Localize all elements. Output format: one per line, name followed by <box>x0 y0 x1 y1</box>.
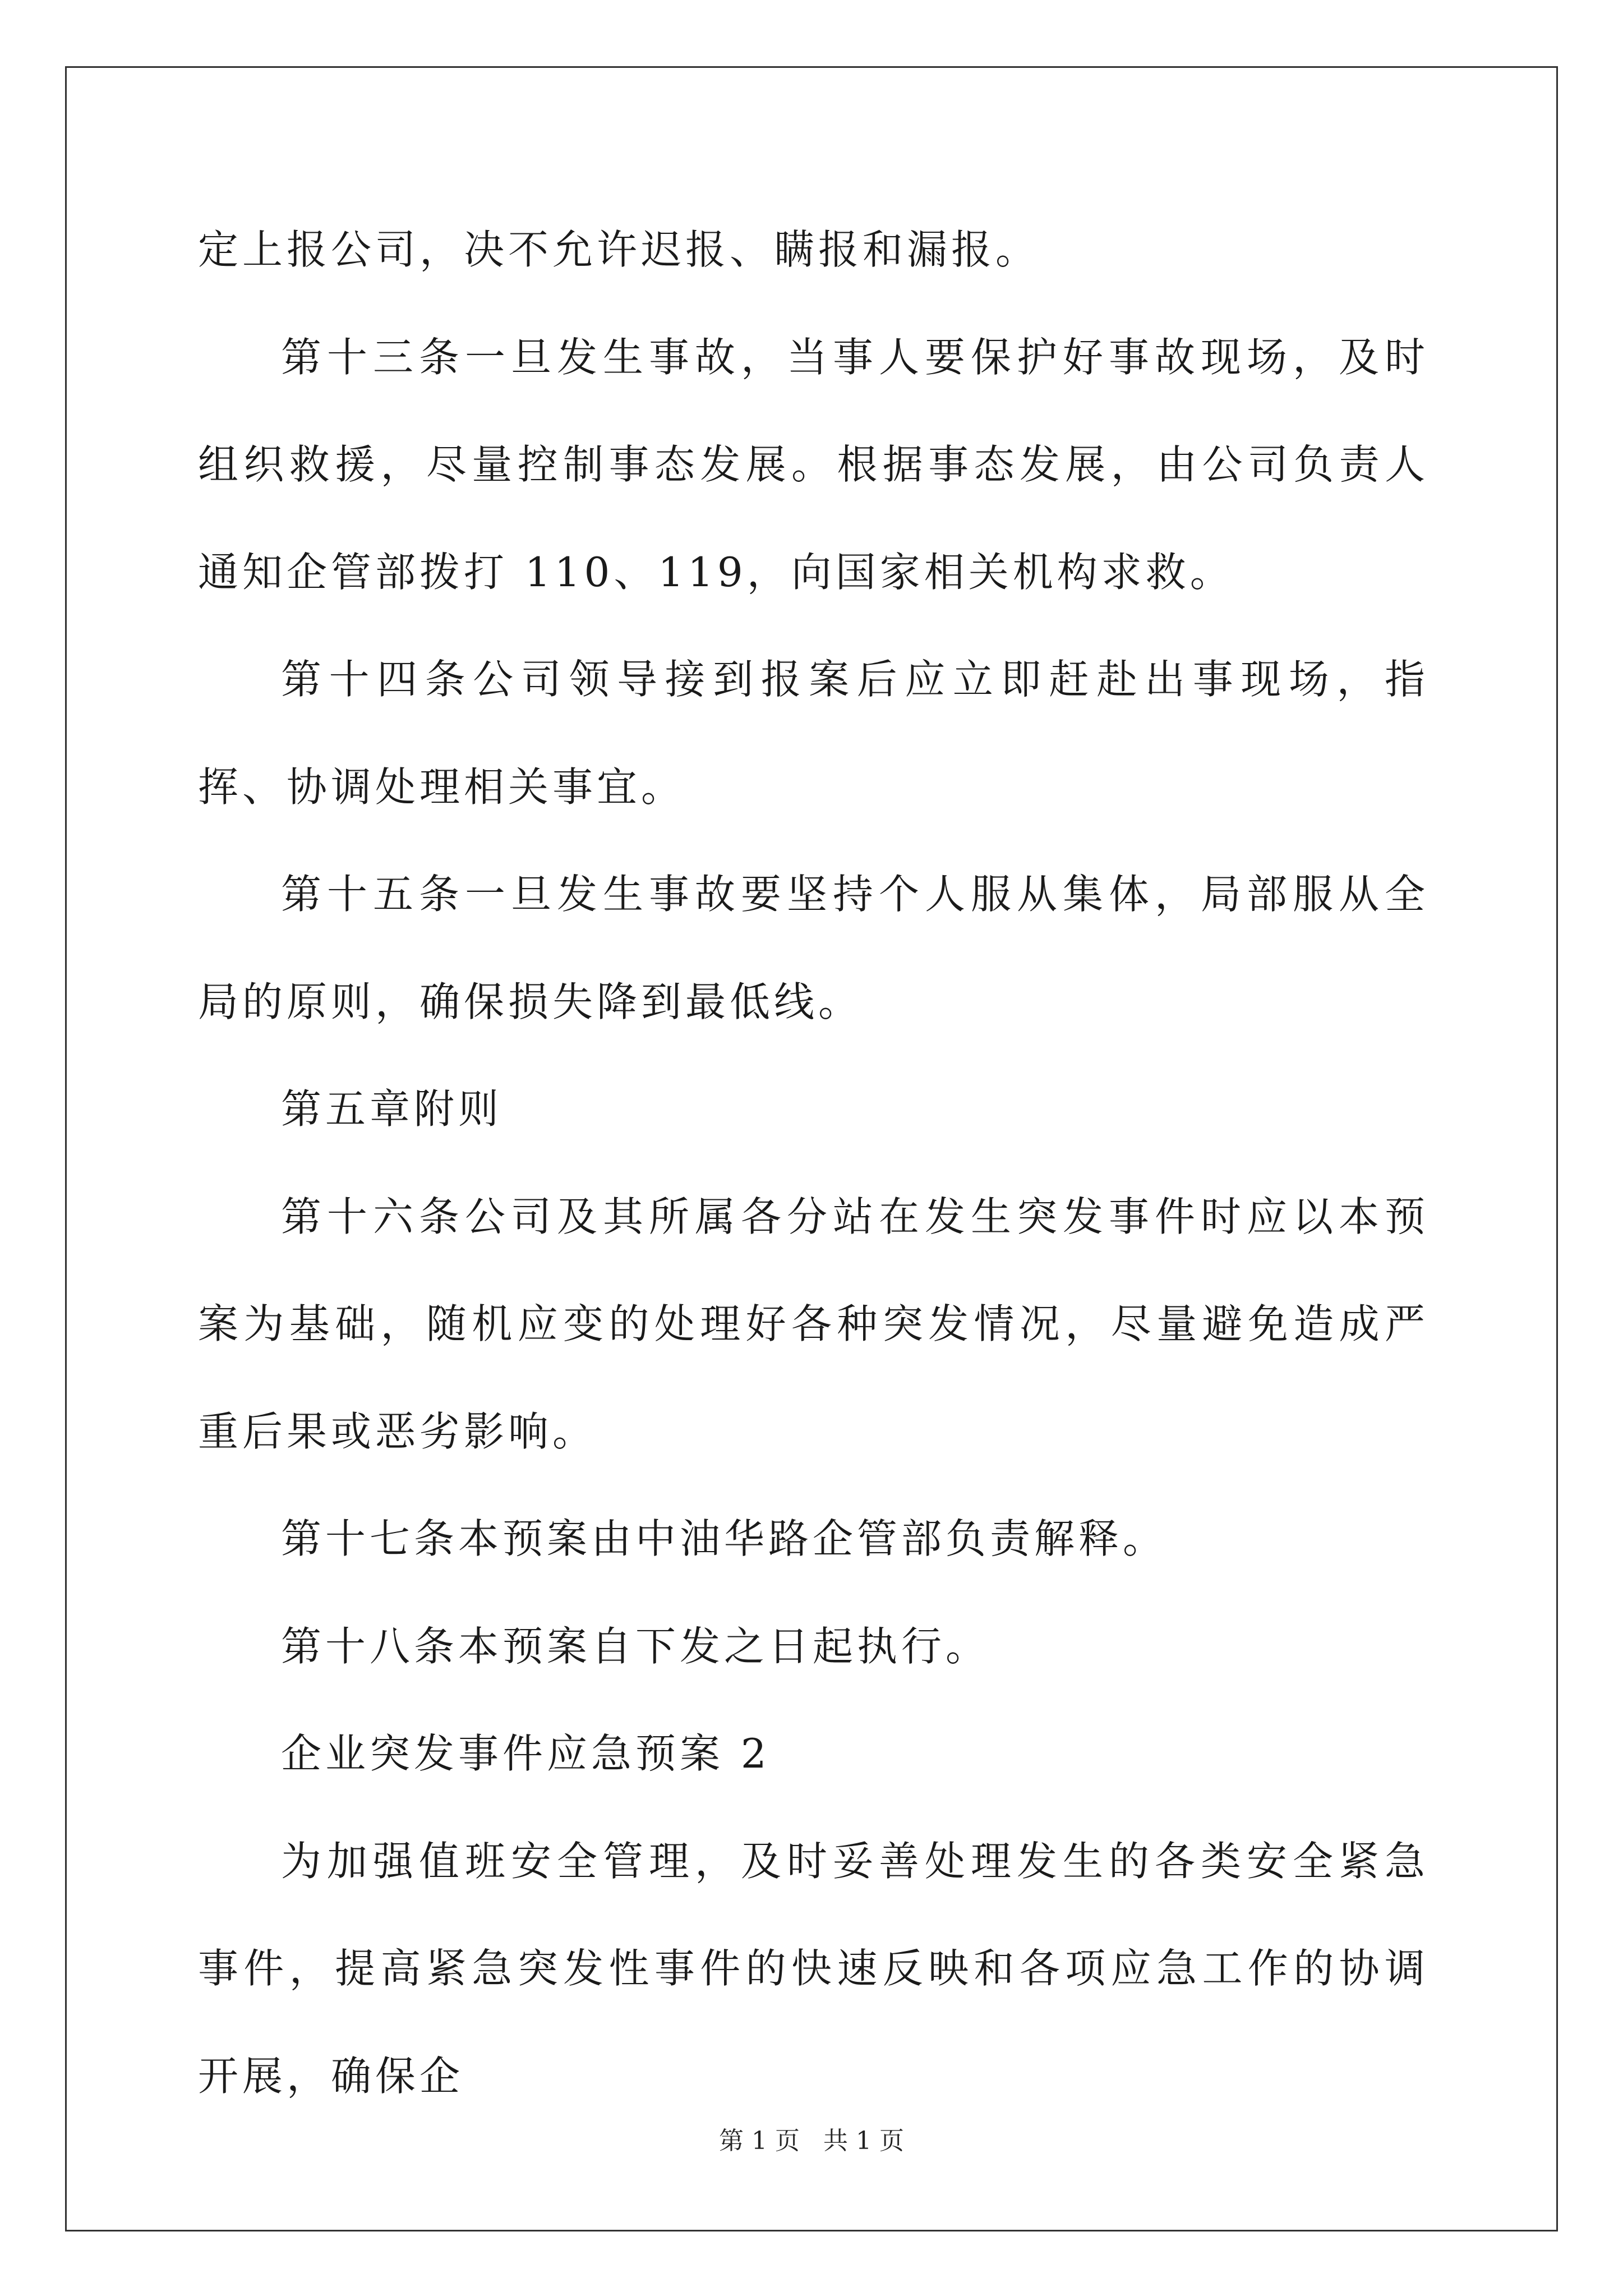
page-number: 第 1 页 <box>719 2127 800 2155</box>
page-total: 共 1 页 <box>823 2127 904 2155</box>
paragraph: 定上报公司，决不允许迟报、瞒报和漏报。 <box>198 226 1040 273</box>
paragraph: 为加强值班安全管理，及时妥善处理发生的各类安全紧急事件，提高紧急突发性事件的快速反映和各项应急工作的协调开展，确保企 <box>198 1837 1429 2100</box>
paragraph: 第十三条一旦发生事故，当事人要保护好事故现场，及时组织救援，尽量控制事态发展。根据事态发展，由公司负责人通知企管部拨打 110、119，向国家相关机构求救。 <box>198 333 1429 596</box>
paragraph: 第十八条本预案自下发之日起执行。 <box>281 1622 990 1670</box>
paragraph: 第十五条一旦发生事故要坚持个人服从集体，局部服从全局的原则，确保损失降到最低线。 <box>198 871 1429 1025</box>
chapter-heading: 第五章附则 <box>281 1085 503 1133</box>
page-footer <box>0 2120 1623 2156</box>
paragraph: 第十六条公司及其所属各分站在发生突发事件时应以本预案为基础，随机应变的处理好各种突发情况，尽量避免造成严重后果或恶劣影响。 <box>198 1193 1429 1455</box>
paragraph: 第十四条公司领导接到报案后应立即赶赴出事现场，指挥、协调处理相关事宜。 <box>198 656 1429 811</box>
paragraph: 第十七条本预案由中油华路企管部负责解释。 <box>281 1515 1168 1562</box>
section-title: 企业突发事件应急预案 2 <box>281 1730 771 1777</box>
document-body <box>198 196 1429 2130</box>
